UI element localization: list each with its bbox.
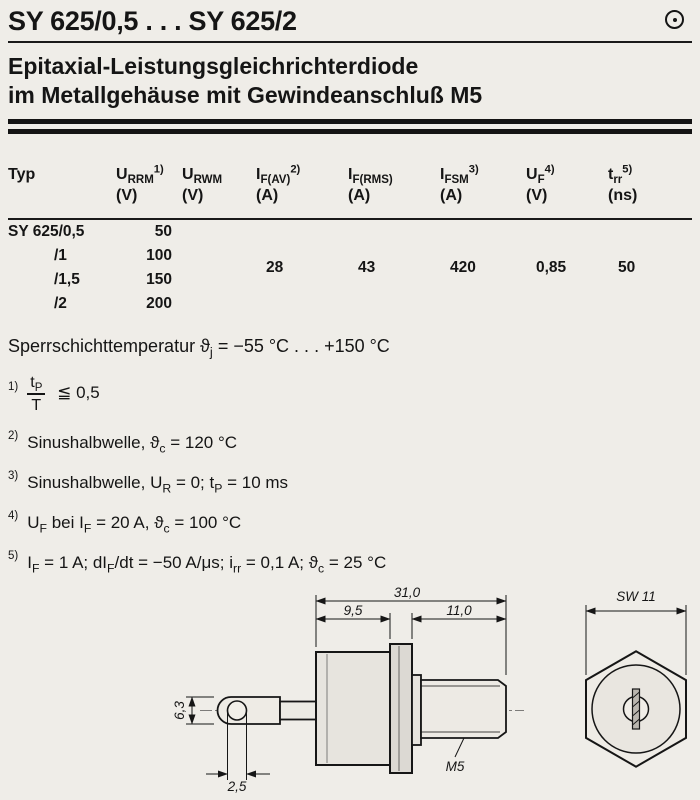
page-title: SY 625/0,5 . . . SY 625/2	[8, 6, 297, 36]
footnote-text: $\frac{t_P}{T}$ ≦ 0,5	[27, 383, 99, 402]
footnote-4	[8, 511, 692, 535]
col-header-typ	[8, 162, 116, 219]
ratings-table	[8, 162, 692, 316]
cell-urrm: 150	[146, 271, 172, 288]
dim-label-total: 31,0	[393, 587, 421, 600]
cell-ifav: 28	[266, 259, 284, 276]
col-header-ifav	[256, 162, 348, 219]
footnote-marker: 1)	[8, 380, 19, 393]
cell-typ: SY 625/0,5	[8, 223, 85, 240]
footnote-1	[8, 373, 692, 415]
cell-trr: 50	[618, 259, 636, 276]
cell-typ: /2	[54, 295, 67, 312]
col-unit-trr: (ns)	[608, 187, 638, 204]
footnote-text: Sinushalbwelle, $U_R = 0$; $t_P = 10$ ms	[27, 473, 289, 496]
dim-label-thread: 11,0	[446, 603, 472, 618]
thread-size-label: M5	[445, 759, 465, 774]
col-sym-urwm: $U_{RWM}$	[182, 166, 223, 187]
double-rule	[8, 119, 692, 134]
col-sym-ifav: $I_{F(AV)}^{2)}$	[256, 163, 301, 187]
col-header-urrm	[116, 162, 182, 219]
col-header-ifrms	[348, 162, 440, 219]
col-unit-ifav: (A)	[256, 187, 279, 204]
col-unit-urwm: (V)	[182, 187, 204, 204]
col-sym-ifsm: $I_{FSM}^{3)}$	[440, 163, 479, 187]
cell-typ: /1	[54, 247, 67, 264]
title-divider	[8, 41, 692, 43]
subtitle-line-1: Epitaxial-Leistungsgleichrichterdiode	[8, 53, 419, 79]
dim-label-hole: 2,5	[227, 779, 247, 793]
col-sym-urrm: $U_{RRM}^{1)}$	[116, 163, 164, 187]
col-unit-urrm: (V)	[116, 187, 138, 204]
dim-label-lug: 6,3	[172, 701, 187, 720]
footnote-5	[8, 551, 692, 575]
m5-leader-line	[455, 738, 464, 757]
footnote-marker: 2)	[8, 430, 19, 443]
footnote-3	[8, 471, 692, 495]
col-sym-uf: $U_F^{4)}$	[526, 163, 555, 187]
cell-typ: /1,5	[54, 271, 80, 288]
footnote-marker: 3)	[8, 470, 19, 483]
col-header-uf	[526, 162, 608, 219]
hex-flange	[390, 644, 412, 773]
col-unit-uf: (V)	[526, 187, 548, 204]
table-header-row	[8, 162, 692, 219]
col-sym-trr: $t_{rr}^{5)}$	[608, 163, 633, 187]
footnote-2	[8, 431, 692, 455]
footnote-marker: 4)	[8, 510, 19, 523]
cell-urrm: 100	[146, 247, 172, 264]
subtitle	[8, 52, 692, 110]
col-header-urwm	[182, 162, 256, 219]
dim-label-body: 9,5	[343, 603, 363, 618]
rule-bottom	[8, 129, 692, 134]
subtitle-line-2: im Metallgehäuse mit Gewindeanschluß M5	[8, 82, 483, 108]
footnote-text: $U_F$ bei $I_F = 20$ A, $ϑ_c = 100$ °C	[27, 513, 242, 536]
col-header-ifsm	[440, 162, 526, 219]
side-view	[200, 644, 524, 773]
col-unit-ifsm: (A)	[440, 187, 463, 204]
junction-temperature-note: Sperrschichttemperatur $ϑ_j = -55$ °C . . . +150 °C	[8, 336, 390, 360]
threaded-stud	[421, 680, 506, 738]
cell-urrm: 200	[146, 295, 172, 312]
col-sym-ifrms: $I_{F(RMS)}$	[348, 166, 393, 187]
col-unit-ifrms: (A)	[348, 187, 371, 204]
cell-urrm: 50	[154, 223, 172, 240]
circled-dot-icon	[665, 10, 684, 29]
footnote-text: Sinushalbwelle, $ϑ_c = 120$ °C	[27, 433, 238, 456]
cell-ifrms: 43	[358, 259, 376, 276]
cell-urwm	[182, 219, 256, 316]
footnote-marker: 5)	[8, 550, 19, 563]
col-sym-typ: Typ	[8, 166, 36, 183]
cell-ifsm: 420	[450, 259, 476, 276]
hex-front-view	[586, 651, 686, 766]
lug-hole	[228, 701, 247, 720]
lead-neck	[280, 702, 316, 720]
header	[8, 6, 692, 36]
hex-width-label: SW 11	[616, 589, 656, 604]
footnote-text: $I_F = 1$ A; $dI_F/dt = -50$ A/μs; $i_{rr} = 0,1$ A; $ϑ_c = 25$ °C	[27, 553, 387, 576]
shoulder	[412, 675, 421, 745]
table-row	[8, 219, 692, 244]
col-header-trr	[608, 162, 692, 219]
cell-uf: 0,85	[536, 259, 567, 276]
package-drawing	[8, 587, 700, 793]
rule-top	[8, 119, 692, 124]
